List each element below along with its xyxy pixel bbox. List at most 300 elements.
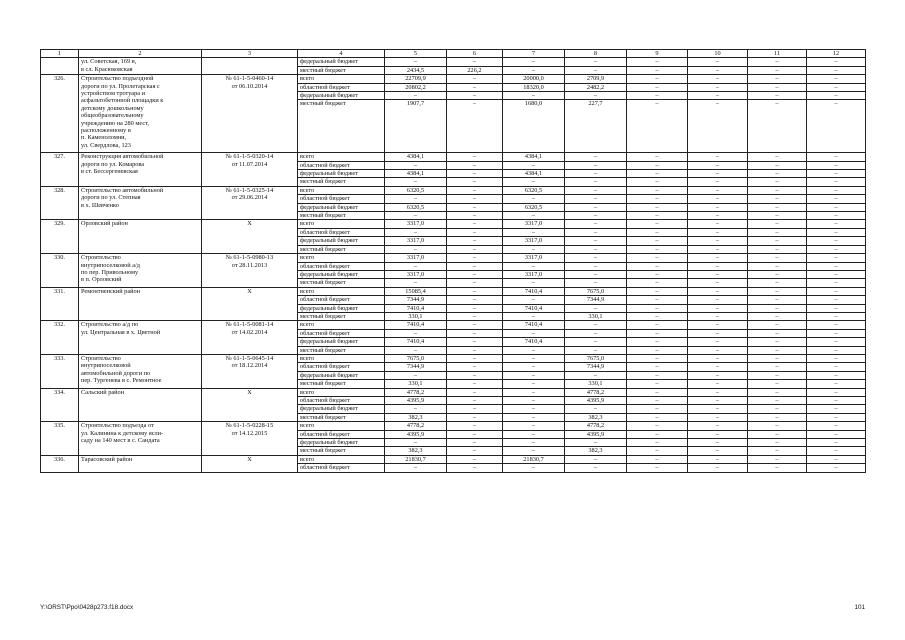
value-cell: –	[807, 321, 866, 329]
funding-source: местный бюджет	[298, 100, 385, 153]
value-cell: –	[807, 397, 866, 405]
column-number-3: 3	[202, 50, 298, 58]
funding-source: федеральный бюджет	[298, 304, 385, 312]
value-cell: –	[807, 447, 866, 455]
table-row	[41, 287, 866, 295]
value-cell: –	[748, 388, 807, 396]
document-number: № 61-1-5-0460-14 от 06.10.2014	[202, 75, 298, 153]
value-cell: –	[807, 413, 866, 421]
value-cell: 4395,9	[565, 430, 627, 438]
value-cell: –	[748, 321, 807, 329]
funding-source: местный бюджет	[298, 66, 385, 74]
table-row	[41, 220, 866, 228]
table-row	[41, 58, 866, 66]
value-cell: –	[627, 371, 688, 379]
funding-source: областной бюджет	[298, 228, 385, 236]
value-cell: –	[807, 430, 866, 438]
value-cell: –	[688, 170, 748, 178]
value-cell: –	[565, 270, 627, 278]
value-cell: –	[447, 262, 503, 270]
object-name: Строительство внутрипоселковой а/д по пер. Привольному в п. Орловский	[79, 254, 202, 288]
value-cell: –	[503, 371, 565, 379]
value-cell: 382,3	[565, 447, 627, 455]
funding-source: областной бюджет	[298, 83, 385, 91]
value-cell: –	[565, 212, 627, 220]
value-cell: –	[748, 439, 807, 447]
row-number: 331.	[41, 287, 79, 321]
object-name: Строительство подъезда от ул. Калинина к детскому яcли- саду на 140 мест в с. Сандата	[79, 422, 202, 456]
value-cell: –	[807, 270, 866, 278]
funding-source: федеральный бюджет	[298, 92, 385, 100]
row-number: 330.	[41, 254, 79, 288]
value-cell: –	[565, 220, 627, 228]
value-cell: –	[807, 439, 866, 447]
value-cell: –	[748, 237, 807, 245]
value-cell: –	[627, 83, 688, 91]
value-cell: –	[385, 279, 447, 287]
document-number: X	[202, 287, 298, 321]
value-cell: –	[447, 83, 503, 91]
value-cell: 18320,0	[503, 83, 565, 91]
value-cell: 4384,1	[503, 153, 565, 161]
value-cell: 2482,2	[565, 83, 627, 91]
table-row	[41, 75, 866, 83]
value-cell: –	[807, 153, 866, 161]
funding-source: областной бюджет	[298, 430, 385, 438]
row-number: 332.	[41, 321, 79, 355]
column-number-9: 9	[627, 50, 688, 58]
value-cell: –	[688, 397, 748, 405]
value-cell: –	[627, 279, 688, 287]
object-name: Строительство внутрипоселковой автомобильной дороги по пер. Тургенева в с. Ремонтное	[79, 354, 202, 388]
value-cell: –	[688, 279, 748, 287]
value-cell: –	[565, 321, 627, 329]
value-cell: –	[565, 245, 627, 253]
value-cell: 21830,7	[503, 455, 565, 463]
value-cell: –	[688, 338, 748, 346]
value-cell: –	[807, 279, 866, 287]
value-cell: –	[447, 464, 503, 472]
value-cell: –	[688, 422, 748, 430]
value-cell: –	[565, 170, 627, 178]
funding-source: федеральный бюджет	[298, 439, 385, 447]
object-name: Орловский район	[79, 220, 202, 254]
value-cell: –	[447, 296, 503, 304]
object-name: Реконструкция автомобильной дороги по ул. Комарова в ст. Бессергеневская	[79, 153, 202, 187]
column-number-1: 1	[41, 50, 79, 58]
value-cell: –	[688, 212, 748, 220]
value-cell: –	[688, 254, 748, 262]
value-cell: –	[447, 321, 503, 329]
funding-source: областной бюджет	[298, 161, 385, 169]
value-cell: –	[807, 304, 866, 312]
value-cell: –	[447, 220, 503, 228]
value-cell: –	[748, 212, 807, 220]
value-cell: –	[807, 83, 866, 91]
value-cell: –	[748, 83, 807, 91]
value-cell: –	[807, 92, 866, 100]
value-cell: –	[447, 447, 503, 455]
value-cell: –	[565, 464, 627, 472]
value-cell: –	[688, 58, 748, 66]
value-cell: –	[565, 439, 627, 447]
value-cell: –	[565, 455, 627, 463]
value-cell: –	[688, 262, 748, 270]
value-cell: –	[385, 346, 447, 354]
funding-source: федеральный бюджет	[298, 170, 385, 178]
row-number: 329.	[41, 220, 79, 254]
value-cell: –	[503, 195, 565, 203]
document-number	[202, 58, 298, 75]
value-cell: –	[503, 430, 565, 438]
value-cell: –	[748, 346, 807, 354]
value-cell: –	[807, 405, 866, 413]
value-cell: 7410,4	[503, 338, 565, 346]
value-cell: 3317,0	[503, 237, 565, 245]
value-cell: 2434,5	[385, 66, 447, 74]
value-cell: –	[627, 455, 688, 463]
value-cell: –	[807, 380, 866, 388]
value-cell: 1907,7	[385, 100, 447, 153]
value-cell: –	[447, 422, 503, 430]
value-cell: –	[565, 304, 627, 312]
value-cell: –	[688, 388, 748, 396]
funding-source: местный бюджет	[298, 212, 385, 220]
value-cell: –	[807, 338, 866, 346]
value-cell: –	[447, 212, 503, 220]
value-cell: –	[503, 413, 565, 421]
value-cell: –	[385, 405, 447, 413]
value-cell: –	[447, 279, 503, 287]
value-cell: –	[748, 75, 807, 83]
value-cell: –	[807, 422, 866, 430]
value-cell: –	[447, 186, 503, 194]
value-cell: –	[627, 287, 688, 295]
value-cell: –	[385, 212, 447, 220]
value-cell: 4384,1	[385, 170, 447, 178]
row-number: 335.	[41, 422, 79, 456]
page-number: 101	[854, 604, 865, 611]
funding-source: федеральный бюджет	[298, 58, 385, 66]
funding-source: всего	[298, 354, 385, 362]
value-cell: –	[447, 92, 503, 100]
value-cell: 6320,5	[503, 186, 565, 194]
value-cell: –	[688, 380, 748, 388]
value-cell: –	[565, 178, 627, 186]
value-cell: –	[627, 228, 688, 236]
value-cell: –	[503, 397, 565, 405]
value-cell: –	[385, 329, 447, 337]
value-cell: –	[503, 66, 565, 74]
value-cell: –	[447, 75, 503, 83]
value-cell: –	[807, 245, 866, 253]
value-cell: –	[748, 92, 807, 100]
value-cell: 330,1	[385, 312, 447, 320]
value-cell: 3317,0	[503, 254, 565, 262]
value-cell: –	[688, 371, 748, 379]
value-cell: –	[688, 447, 748, 455]
value-cell: –	[748, 430, 807, 438]
value-cell: –	[627, 439, 688, 447]
value-cell: –	[565, 329, 627, 337]
value-cell: –	[447, 346, 503, 354]
funding-source: всего	[298, 455, 385, 463]
value-cell: –	[565, 203, 627, 211]
value-cell: –	[447, 304, 503, 312]
value-cell: –	[688, 287, 748, 295]
value-cell: –	[447, 153, 503, 161]
value-cell: –	[807, 296, 866, 304]
value-cell: –	[565, 237, 627, 245]
value-cell: –	[565, 371, 627, 379]
value-cell: 330,1	[565, 312, 627, 320]
value-cell: –	[447, 100, 503, 153]
value-cell: 3317,0	[503, 220, 565, 228]
value-cell: –	[807, 329, 866, 337]
value-cell: –	[627, 380, 688, 388]
value-cell: –	[748, 380, 807, 388]
document-number: X	[202, 388, 298, 422]
value-cell: 4395,9	[385, 397, 447, 405]
value-cell: –	[807, 203, 866, 211]
value-cell: –	[627, 397, 688, 405]
value-cell: –	[627, 405, 688, 413]
value-cell: –	[447, 371, 503, 379]
value-cell: 4778,2	[565, 422, 627, 430]
value-cell: –	[565, 58, 627, 66]
budget-table-sheet	[40, 49, 865, 473]
column-number-7: 7	[503, 50, 565, 58]
value-cell: –	[748, 287, 807, 295]
value-cell: –	[688, 329, 748, 337]
row-number: 334.	[41, 388, 79, 422]
value-cell: –	[748, 464, 807, 472]
value-cell: –	[627, 262, 688, 270]
column-number-12: 12	[807, 50, 866, 58]
value-cell: –	[385, 464, 447, 472]
value-cell: 382,3	[565, 413, 627, 421]
value-cell: –	[385, 245, 447, 253]
value-cell: 20000,0	[503, 75, 565, 83]
document-number: № 61-1-5-0980-13 от 28.11.2013	[202, 254, 298, 288]
value-cell: 22709,9	[385, 75, 447, 83]
value-cell: –	[447, 312, 503, 320]
value-cell: –	[688, 220, 748, 228]
value-cell: –	[688, 153, 748, 161]
value-cell: –	[688, 245, 748, 253]
value-cell: 7410,4	[503, 321, 565, 329]
value-cell: –	[688, 178, 748, 186]
value-cell: 4395,9	[385, 430, 447, 438]
value-cell: –	[807, 220, 866, 228]
value-cell: –	[447, 439, 503, 447]
funding-source: федеральный бюджет	[298, 338, 385, 346]
value-cell: 7675,0	[565, 287, 627, 295]
value-cell: –	[503, 228, 565, 236]
value-cell: –	[447, 388, 503, 396]
value-cell: –	[807, 464, 866, 472]
value-cell: –	[565, 195, 627, 203]
value-cell: 7410,4	[503, 304, 565, 312]
row-number: 333.	[41, 354, 79, 388]
value-cell: –	[503, 447, 565, 455]
object-name: Тарасовский район	[79, 455, 202, 472]
file-path-footer: Y:\ORST\Ppo\0428p273.f18.docx	[40, 604, 134, 611]
value-cell: 7344,9	[565, 296, 627, 304]
value-cell: –	[503, 354, 565, 362]
value-cell: 6320,5	[385, 186, 447, 194]
value-cell: –	[565, 254, 627, 262]
document-number: № 61-1-5-0228-15 от 14.12.2015	[202, 422, 298, 456]
value-cell: –	[688, 455, 748, 463]
value-cell: –	[627, 388, 688, 396]
value-cell: –	[447, 58, 503, 66]
funding-source: всего	[298, 422, 385, 430]
value-cell: –	[688, 186, 748, 194]
value-cell: –	[807, 312, 866, 320]
funding-source: местный бюджет	[298, 380, 385, 388]
funding-source: местный бюджет	[298, 178, 385, 186]
value-cell: –	[748, 413, 807, 421]
value-cell: –	[748, 203, 807, 211]
value-cell: 2709,9	[565, 75, 627, 83]
row-number: 328.	[41, 186, 79, 220]
funding-source: местный бюджет	[298, 279, 385, 287]
value-cell: –	[565, 228, 627, 236]
value-cell: –	[807, 75, 866, 83]
table-body	[41, 58, 866, 472]
value-cell: –	[807, 237, 866, 245]
value-cell: 1680,0	[503, 100, 565, 153]
value-cell: –	[447, 245, 503, 253]
value-cell: –	[627, 245, 688, 253]
row-number: 327.	[41, 153, 79, 187]
value-cell: 3317,0	[385, 254, 447, 262]
value-cell: –	[748, 296, 807, 304]
funding-source: всего	[298, 75, 385, 83]
value-cell: –	[748, 66, 807, 74]
table-row	[41, 422, 866, 430]
value-cell: 330,1	[385, 380, 447, 388]
value-cell: –	[447, 237, 503, 245]
funding-source: всего	[298, 254, 385, 262]
value-cell: –	[807, 212, 866, 220]
value-cell: –	[748, 312, 807, 320]
value-cell: –	[748, 245, 807, 253]
value-cell: –	[447, 405, 503, 413]
value-cell: –	[385, 262, 447, 270]
funding-source: местный бюджет	[298, 312, 385, 320]
value-cell: –	[748, 100, 807, 153]
value-cell: –	[627, 58, 688, 66]
value-cell: 4778,2	[565, 388, 627, 396]
value-cell: –	[807, 363, 866, 371]
value-cell: –	[627, 304, 688, 312]
value-cell: 4384,1	[385, 153, 447, 161]
value-cell: –	[807, 195, 866, 203]
value-cell: –	[627, 296, 688, 304]
funding-source: всего	[298, 220, 385, 228]
value-cell: 226,2	[447, 66, 503, 74]
value-cell: –	[627, 464, 688, 472]
value-cell: –	[503, 363, 565, 371]
table-row	[41, 153, 866, 161]
value-cell: –	[748, 371, 807, 379]
value-cell: –	[503, 296, 565, 304]
object-name: Ремонтненский район	[79, 287, 202, 321]
value-cell: –	[627, 195, 688, 203]
value-cell: –	[565, 161, 627, 169]
value-cell: –	[447, 338, 503, 346]
value-cell: –	[565, 66, 627, 74]
value-cell: 6320,5	[503, 203, 565, 211]
table-row	[41, 455, 866, 463]
value-cell: –	[503, 439, 565, 447]
value-cell: 7344,9	[385, 296, 447, 304]
column-number-2: 2	[79, 50, 202, 58]
value-cell: 15085,4	[385, 287, 447, 295]
value-cell: –	[688, 304, 748, 312]
value-cell: 20802,2	[385, 83, 447, 91]
value-cell: –	[503, 405, 565, 413]
value-cell: –	[447, 397, 503, 405]
value-cell: –	[688, 363, 748, 371]
funding-source: областной бюджет	[298, 195, 385, 203]
value-cell: –	[503, 346, 565, 354]
object-name: ул. Советская, 169 в, в сл. Красюковская	[79, 58, 202, 75]
value-cell: –	[447, 170, 503, 178]
value-cell: 382,3	[385, 413, 447, 421]
value-cell: –	[748, 397, 807, 405]
value-cell: –	[748, 354, 807, 362]
value-cell: –	[447, 270, 503, 278]
value-cell: –	[627, 346, 688, 354]
value-cell: –	[385, 439, 447, 447]
value-cell: –	[807, 161, 866, 169]
value-cell: –	[627, 354, 688, 362]
value-cell: –	[748, 304, 807, 312]
value-cell: –	[503, 464, 565, 472]
table-row	[41, 186, 866, 194]
value-cell: –	[447, 178, 503, 186]
value-cell: –	[748, 254, 807, 262]
value-cell: –	[627, 170, 688, 178]
table-row	[41, 254, 866, 262]
funding-source: всего	[298, 153, 385, 161]
value-cell: –	[627, 66, 688, 74]
value-cell: –	[385, 228, 447, 236]
value-cell: –	[807, 66, 866, 74]
value-cell: –	[627, 312, 688, 320]
value-cell: –	[447, 161, 503, 169]
value-cell: –	[565, 338, 627, 346]
value-cell: 227,7	[565, 100, 627, 153]
value-cell: 7410,4	[385, 321, 447, 329]
funding-source: всего	[298, 388, 385, 396]
value-cell: –	[807, 186, 866, 194]
value-cell: –	[748, 178, 807, 186]
value-cell: –	[688, 237, 748, 245]
value-cell: 7675,0	[385, 354, 447, 362]
value-cell: –	[807, 254, 866, 262]
value-cell: –	[688, 83, 748, 91]
value-cell: –	[627, 447, 688, 455]
funding-source: всего	[298, 287, 385, 295]
object-name: Строительство а/д по ул. Центральная в х. Цветной	[79, 321, 202, 355]
value-cell: –	[627, 270, 688, 278]
funding-source: местный бюджет	[298, 245, 385, 253]
value-cell: –	[447, 354, 503, 362]
